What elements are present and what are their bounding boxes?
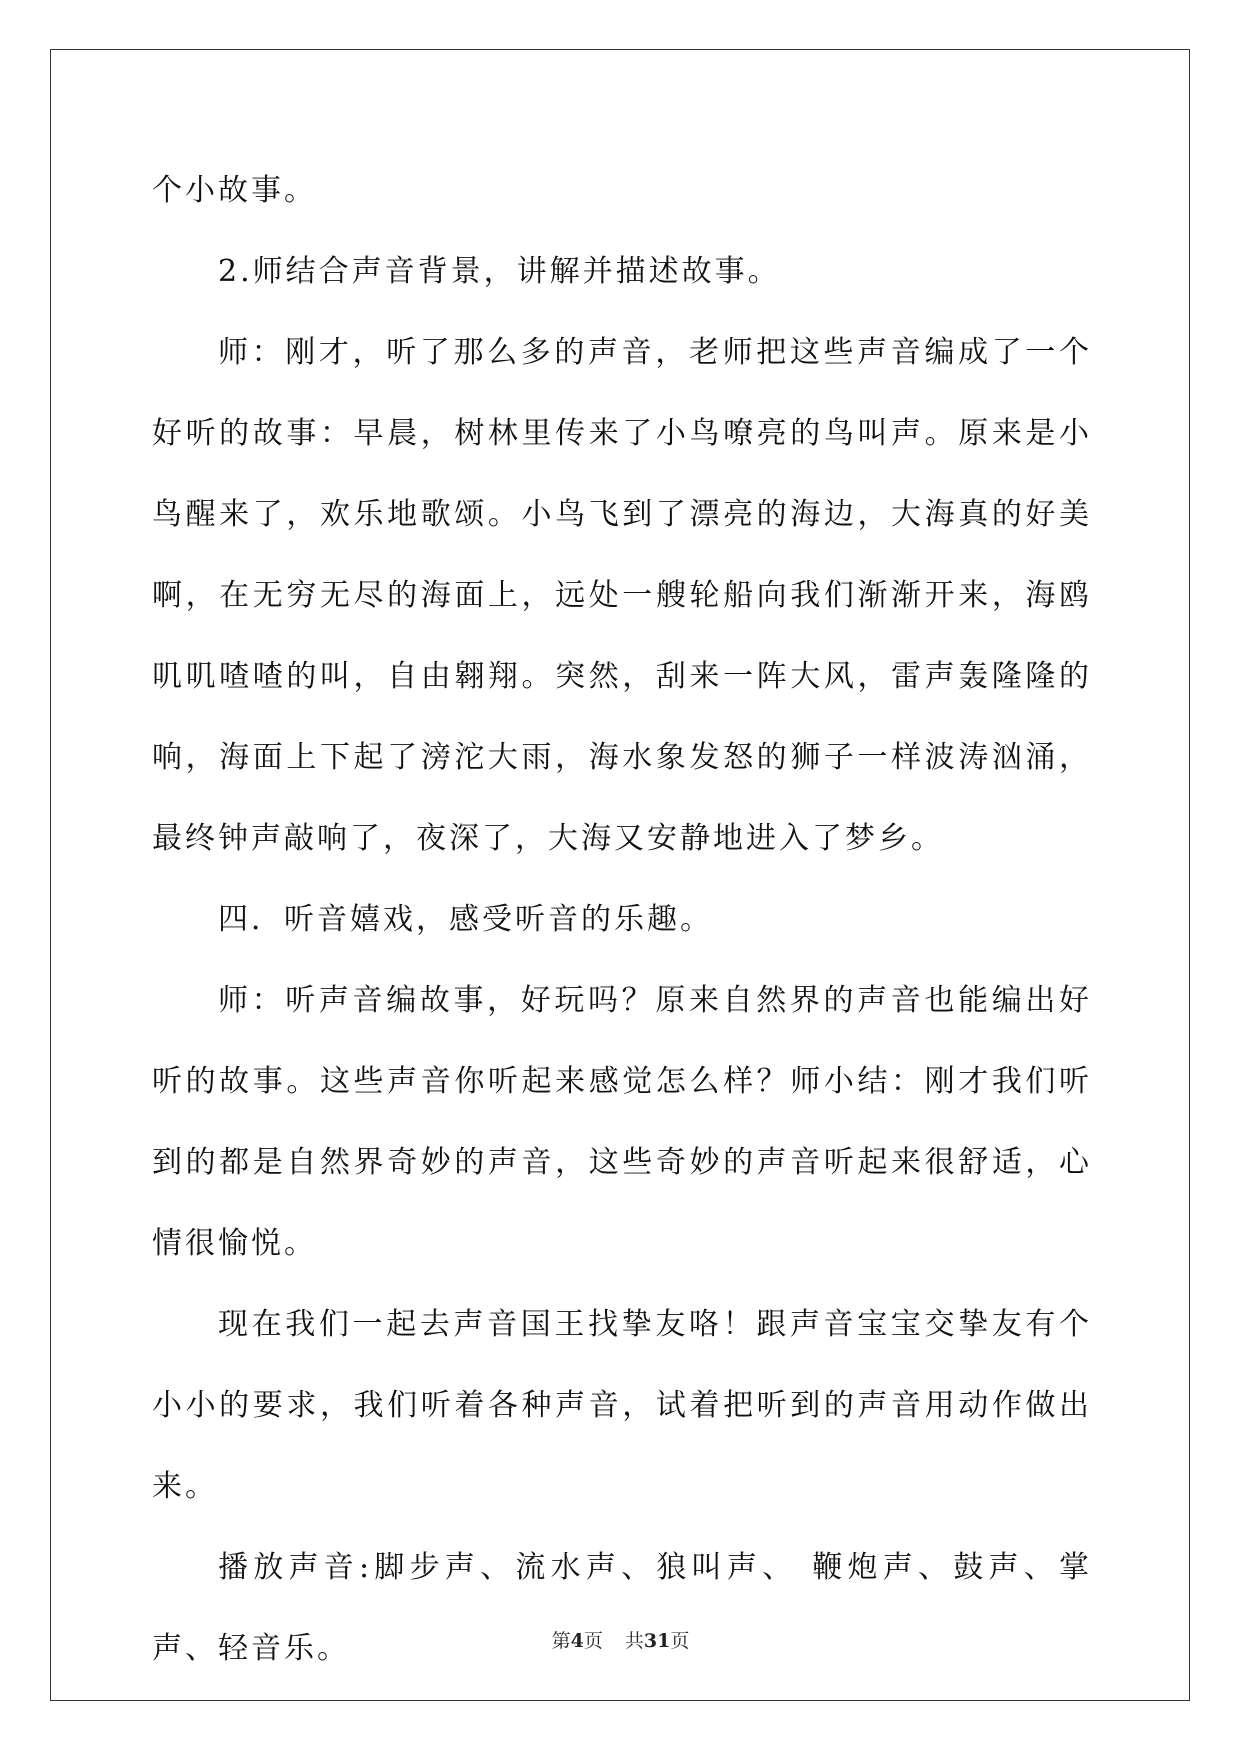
document-body	[152, 150, 1092, 1689]
current-page-number: 4	[570, 1630, 584, 1652]
paragraph: 个小故事。	[152, 173, 317, 208]
footer-prefix: 第	[551, 1630, 571, 1652]
paragraph: 2.师结合声音背景，讲解并描述故事。	[218, 254, 781, 289]
paragraph: 师：听声音编故事，好玩吗？原来自然界的声音也能编出好听的故事。这些声音你听起来感觉怎么样？师小结：刚才我们听到的都是自然界奇妙的声音，这些奇妙的声音听起来很舒适，心情很愉悦。	[152, 983, 1092, 1261]
paragraph: 四．听音嬉戏，感受听音的乐趣。	[218, 902, 713, 937]
footer-page-suffix: 页	[583, 1630, 603, 1652]
total-pages-number: 31	[643, 1630, 671, 1652]
paragraph: 播放声音:脚步声、流水声、狼叫声、 鞭炮声、鼓声、掌声、轻音乐。	[152, 1550, 1092, 1666]
footer-total-suffix: 页	[670, 1630, 690, 1652]
footer-total-prefix: 共	[624, 1630, 644, 1652]
paragraph: 师：刚才，听了那么多的声音，老师把这些声音编成了一个好听的故事：早晨，树林里传来了小鸟嘹亮的鸟叫声。原来是小鸟醒来了，欢乐地歌颂。小鸟飞到了漂亮的海边，大海真的好美啊，在无穷无尽的海面上，远处一艘轮船向我们渐渐开来，海鸥叽叽喳喳的叫，自由翱翔。突然，刮来一阵大风，雷声轰隆隆的响，海面上下起了滂沱大雨，海水象发怒的狮子一样波涛汹涌，最终钟声敲响了，夜深了，大海又安静地进入了梦乡。	[152, 335, 1092, 856]
paragraph: 现在我们一起去声音国王找挚友咯！跟声音宝宝交挚友有个小小的要求，我们听着各种声音，试着把听到的声音用动作做出来。	[152, 1307, 1092, 1504]
page-footer	[0, 1626, 1241, 1653]
